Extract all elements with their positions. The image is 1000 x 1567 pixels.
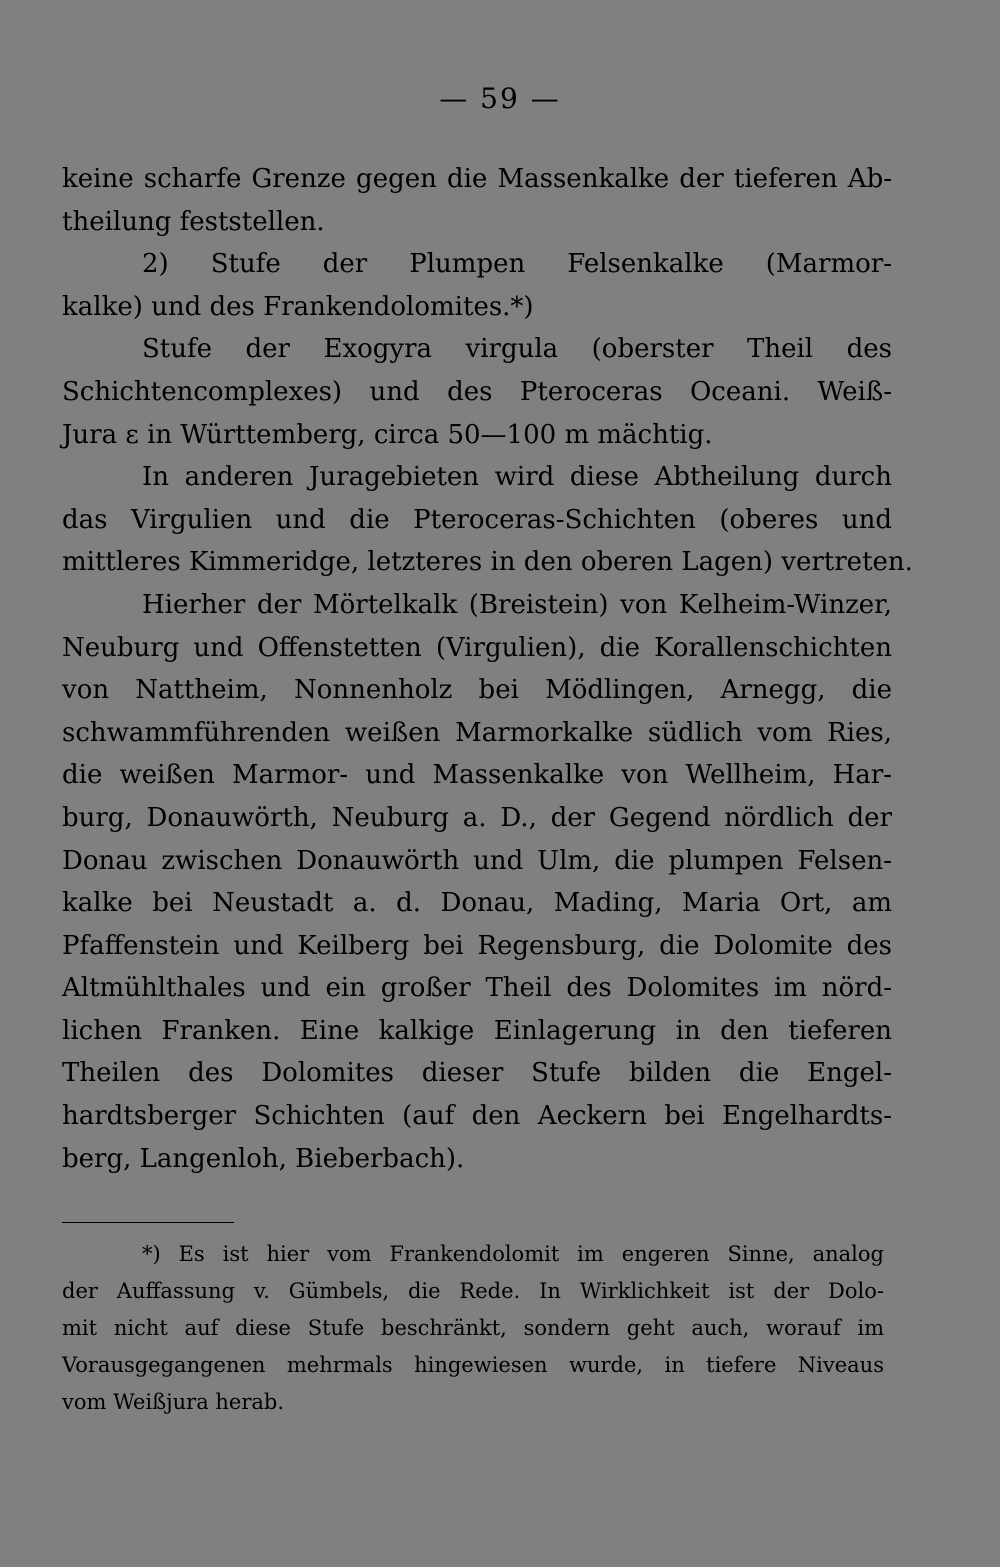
text-line: 2) Stufe der Plumpen Felsenkalke (Marmor-: [142, 249, 892, 280]
footnote-line: *) Es ist hier vom Frankendolomit im engeren Sinne, analog: [142, 1242, 884, 1266]
text-line: In anderen Juragebieten wird diese Abtheilung durch: [142, 462, 892, 493]
text-line: hardtsberger Schichten (auf den Aeckern bei Engelhardts-: [62, 1101, 892, 1132]
text-line: schwammführenden weißen Marmorkalke südlich vom Ries,: [62, 717, 892, 748]
footnote-line: der Auffassung v. Gümbels, die Rede. In Wirklichkeit ist der Dolo-: [62, 1279, 884, 1303]
text-line: Theilen des Dolomites dieser Stufe bilden die Engel-: [62, 1058, 892, 1089]
text-line: von Nattheim, Nonnenholz bei Mödlingen, Arnegg, die: [62, 675, 892, 706]
text-line: Pfaffenstein und Keilberg bei Regensburg, die Dolomite des: [62, 930, 892, 961]
text-line: mittleres Kimmeridge, letzteres in den oberen Lagen) vertreten.: [62, 547, 913, 578]
text-line: Jura ε in Württemberg, circa 50—100 m mächtig.: [62, 419, 713, 450]
footnote-line: vom Weißjura herab.: [62, 1390, 285, 1414]
body-text: [62, 158, 913, 1180]
text-line: Schichtencomplexes) und des Pteroceras Oceani. Weiß-: [62, 376, 892, 407]
text-line: lichen Franken. Eine kalkige Einlagerung in den tieferen: [62, 1015, 892, 1046]
text-line: Donau zwischen Donauwörth und Ulm, die plumpen Felsen-: [62, 845, 892, 876]
footnote: [62, 1236, 884, 1421]
text-line: das Virgulien und die Pteroceras-Schichten (oberes und: [62, 504, 892, 535]
text-line: Altmühlthales und ein großer Theil des Dolomites im nörd-: [62, 973, 892, 1004]
text-line: Hierher der Mörtelkalk (Breistein) von Kelheim-Winzer,: [142, 589, 892, 620]
text-line: berg, Langenloh, Bieberbach).: [62, 1143, 465, 1174]
text-line: kalke) und des Frankendolomites.*): [62, 291, 534, 322]
text-line: burg, Donauwörth, Neuburg a. D., der Gegend nördlich der: [62, 802, 892, 833]
footnote-line: mit nicht auf diese Stufe beschränkt, sondern geht auch, worauf im: [62, 1316, 884, 1340]
text-line: die weißen Marmor- und Massenkalke von Wellheim, Har-: [62, 760, 892, 791]
page-number: — 59 —: [439, 82, 561, 115]
footnote-line: Vorausgegangenen mehrmals hingewiesen wurde, in tiefere Niveaus: [62, 1353, 884, 1377]
text-line: Stufe der Exogyra virgula (oberster Theil des: [142, 334, 892, 365]
text-line: keine scharfe Grenze gegen die Massenkalke der tieferen Ab-: [62, 164, 892, 194]
text-line: Neuburg und Offenstetten (Virgulien), die Korallenschichten: [62, 632, 892, 663]
footnote-divider: [62, 1222, 234, 1223]
text-line: theilung feststellen.: [62, 206, 325, 237]
text-line: kalke bei Neustadt a. d. Donau, Mading, Maria Ort, am: [62, 888, 892, 919]
